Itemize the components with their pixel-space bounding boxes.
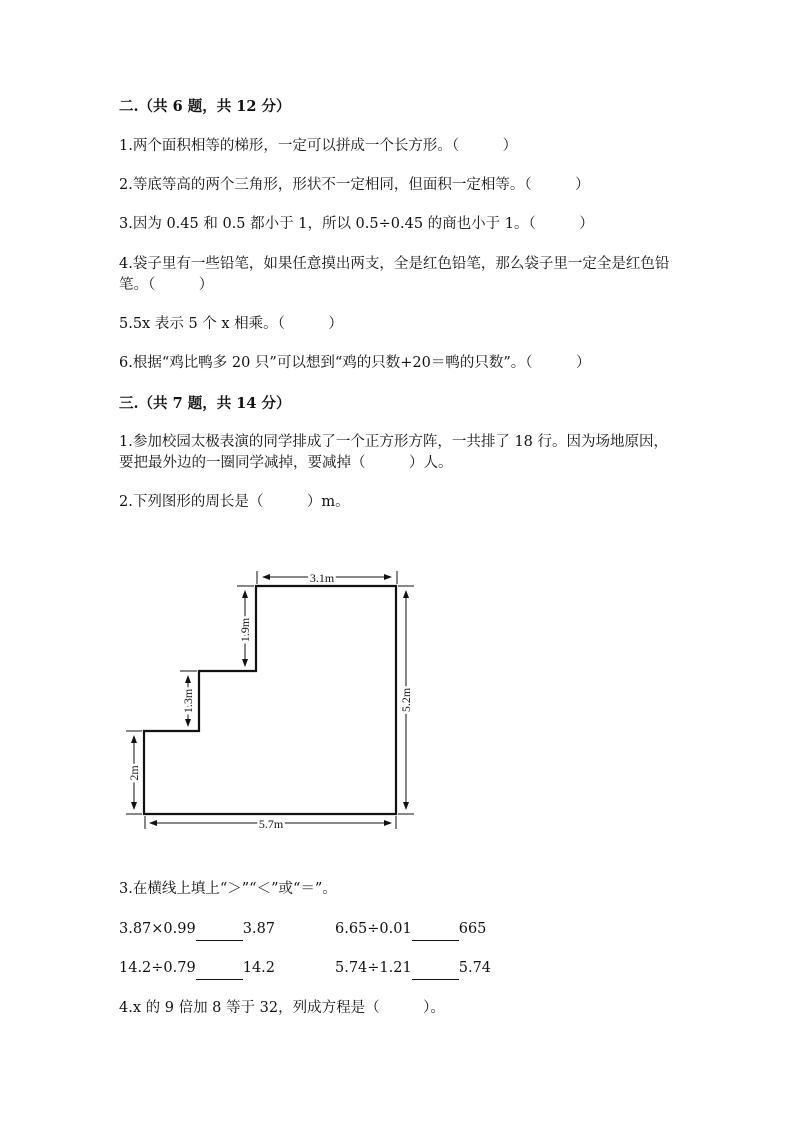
comparison-row <box>335 919 486 941</box>
answer-blank[interactable] <box>412 958 459 980</box>
label-left: 2m <box>127 765 141 781</box>
question-2-5: 5.5x 表示 5 个 x 相乘。（ ） <box>119 316 343 332</box>
question-2-4: 4.袋子里有一些铅笔，如果任意摸出两支，全是红色铅笔，那么袋子里一定全是红色铅笔。（ ） <box>119 256 670 293</box>
label-step-upper: 1.9m <box>238 617 252 643</box>
question-3-1: 1.参加校园太极表演的同学排成了一个正方形方阵，一共排了 18 行。因为场地原因，要把最外边的一圈同学减掉，要减掉（ ）人。 <box>119 434 669 471</box>
comparison-right: 3.87 <box>242 921 276 937</box>
comparison-left: 5.74÷1.21 <box>335 960 412 976</box>
comparison-left: 6.65÷0.01 <box>335 921 412 937</box>
question-3-4: 4.x 的 9 倍加 8 等于 32，列成方程是（ ）。 <box>119 1000 445 1016</box>
comparison-row <box>119 958 275 980</box>
question-3-3: 3.在横线上填上“＞”“＜”或“＝”。 <box>119 881 337 897</box>
label-step-lower: 1.3m <box>181 688 195 714</box>
answer-blank[interactable] <box>196 919 243 941</box>
comparison-right: 665 <box>458 921 487 937</box>
label-top: 3.1m <box>309 571 335 585</box>
question-2-1: 1.两个面积相等的梯形，一定可以拼成一个长方形。（ ） <box>119 138 518 154</box>
answer-blank[interactable] <box>196 958 243 980</box>
comparison-right: 14.2 <box>242 960 276 976</box>
question-2-6: 6.根据“鸡比鸭多 20 只”可以想到“鸡的只数+20＝鸭的只数”。（ ） <box>119 355 591 371</box>
answer-blank[interactable] <box>412 919 459 941</box>
label-bottom: 5.7m <box>258 817 284 831</box>
section3-heading: 三.（共 7 题，共 14 分） <box>119 395 291 412</box>
label-right: 5.2m <box>399 687 413 713</box>
comparison-left: 14.2÷0.79 <box>119 960 196 976</box>
question-2-2: 2.等底等高的两个三角形，形状不一定相同，但面积一定相等。（ ） <box>119 177 590 193</box>
staircase-shape <box>144 586 396 814</box>
comparison-right: 5.74 <box>458 960 492 976</box>
question-3-2: 2.下列图形的周长是（ ）m。 <box>119 494 350 510</box>
comparison-row <box>119 919 275 941</box>
section2-heading: 二.（共 6 题，共 12 分） <box>119 98 291 115</box>
question-2-3: 3.因为 0.45 和 0.5 都小于 1，所以 0.5÷0.45 的商也小于 1。（ ） <box>119 216 594 232</box>
comparison-left: 3.87×0.99 <box>119 921 196 937</box>
comparison-row <box>335 958 491 980</box>
